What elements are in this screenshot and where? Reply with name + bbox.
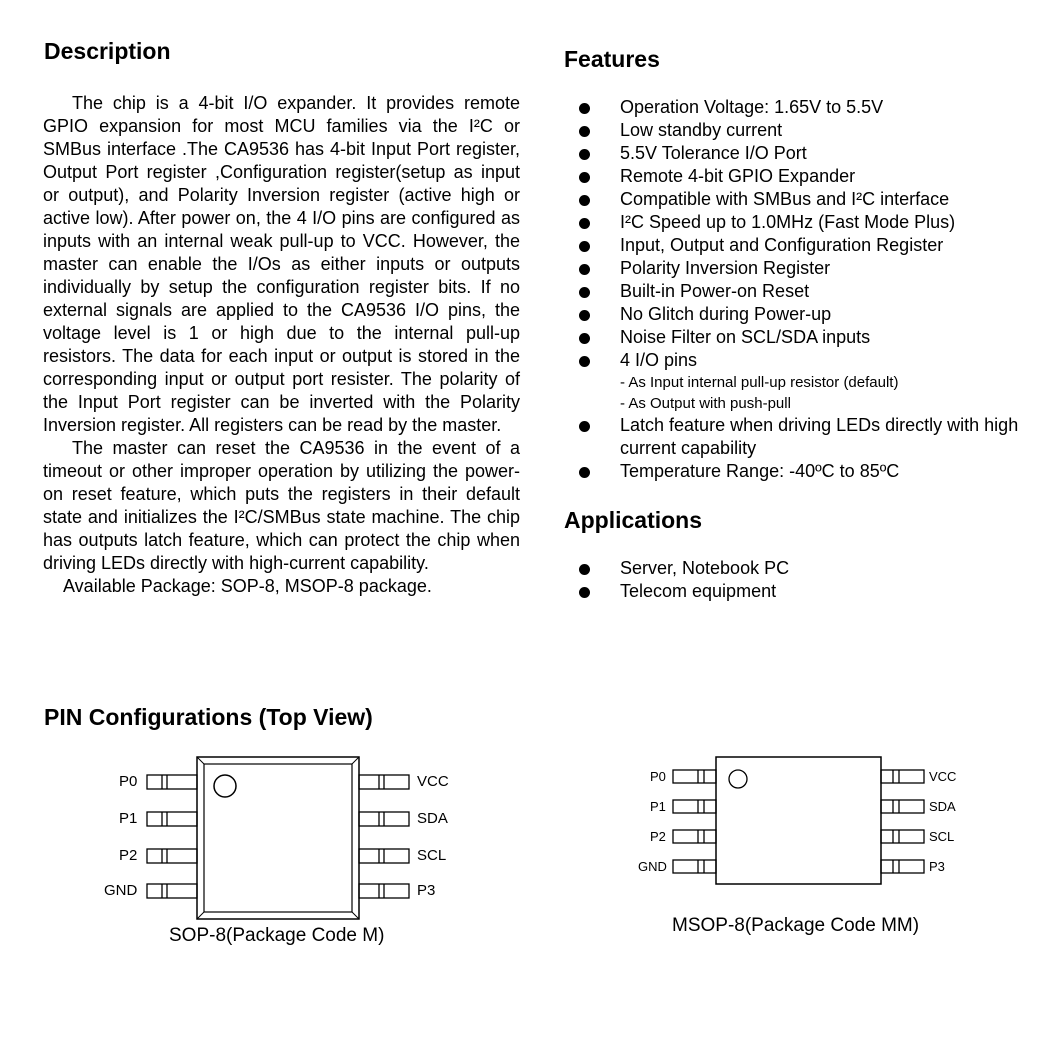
pin-label-vcc: VCC bbox=[929, 769, 957, 784]
available-package: Available Package: SOP-8, MSOP-8 package. bbox=[63, 576, 432, 596]
list-item: Telecom equipment bbox=[574, 580, 1044, 603]
list-item: I²C Speed up to 1.0MHz (Fast Mode Plus) bbox=[574, 211, 1044, 234]
bullet-icon bbox=[579, 421, 590, 432]
pin-label-p2: P2 bbox=[119, 847, 138, 864]
pin-configurations-title: PIN Configurations (Top View) bbox=[44, 704, 373, 730]
pin-label-sda: SDA bbox=[929, 799, 956, 814]
sop8-package-diagram bbox=[100, 755, 460, 925]
pin-label-gnd: GND bbox=[638, 859, 667, 874]
list-item: Low standby current bbox=[574, 119, 1044, 142]
list-item: Latch feature when driving LEDs directly with high current capability bbox=[574, 414, 1044, 460]
pin-label-p2: P2 bbox=[650, 829, 666, 844]
description-title: Description bbox=[44, 38, 171, 64]
list-item: Built-in Power-on Reset bbox=[574, 280, 1044, 303]
bullet-icon bbox=[579, 103, 590, 114]
bullet-icon bbox=[579, 310, 590, 321]
bullet-icon bbox=[579, 333, 590, 344]
description-body bbox=[43, 92, 520, 598]
pin-label-p3: P3 bbox=[929, 859, 945, 874]
pin-label-gnd: GND bbox=[104, 882, 138, 899]
applications-title: Applications bbox=[564, 507, 703, 533]
bullet-icon bbox=[579, 467, 590, 478]
io-subitem: - As Input internal pull-up resistor (default) bbox=[620, 374, 899, 391]
pin-label-scl: SCL bbox=[417, 847, 447, 864]
features-title: Features bbox=[564, 46, 660, 72]
bullet-icon bbox=[579, 241, 590, 252]
applications-list bbox=[574, 557, 1044, 603]
msop8-package-diagram bbox=[630, 757, 990, 887]
sop8-outline-icon bbox=[100, 755, 460, 925]
pin-label-p1: P1 bbox=[119, 810, 138, 827]
pin-label-vcc: VCC bbox=[417, 773, 449, 790]
list-item: Remote 4-bit GPIO Expander bbox=[574, 165, 1044, 188]
bullet-icon bbox=[579, 126, 590, 137]
pin-label-p3: P3 bbox=[417, 882, 436, 899]
pin-label-p0: P0 bbox=[650, 769, 666, 784]
list-item: Compatible with SMBus and I²C interface bbox=[574, 188, 1044, 211]
io-subitem: - As Output with push-pull bbox=[620, 395, 791, 412]
bullet-icon bbox=[579, 195, 590, 206]
list-item: Input, Output and Configuration Register bbox=[574, 234, 1044, 257]
list-item: Polarity Inversion Register bbox=[574, 257, 1044, 280]
msop8-caption: MSOP-8(Package Code MM) bbox=[672, 915, 920, 936]
list-item: Operation Voltage: 1.65V to 5.5V bbox=[574, 96, 1044, 119]
bullet-icon bbox=[579, 287, 590, 298]
bullet-icon bbox=[579, 587, 590, 598]
pin-label-scl: SCL bbox=[929, 829, 955, 844]
bullet-icon bbox=[579, 172, 590, 183]
pin-label-p0: P0 bbox=[119, 773, 138, 790]
list-item: Noise Filter on SCL/SDA inputs bbox=[574, 326, 1044, 349]
list-item: 5.5V Tolerance I/O Port bbox=[574, 142, 1044, 165]
description-paragraph-2: The master can reset the CA9536 in the event of a timeout or other improper operation by utilizing the power-on reset feature, which puts the registers in their default state and initializes the I²C/SMBus state machine. The chip has outputs latch feature, which can protect the chip when driving LEDs directly with high-current capability. bbox=[43, 438, 520, 573]
bullet-icon bbox=[579, 564, 590, 575]
bullet-icon bbox=[579, 264, 590, 275]
list-item: 4 I/O pins - As Input internal pull-up resistor (default) - As Output with push-pull bbox=[574, 349, 1044, 414]
bullet-icon bbox=[579, 149, 590, 160]
pin-label-p1: P1 bbox=[650, 799, 666, 814]
bullet-icon bbox=[579, 218, 590, 229]
list-item: No Glitch during Power-up bbox=[574, 303, 1044, 326]
features-list bbox=[574, 96, 1044, 483]
sop8-caption: SOP-8(Package Code M) bbox=[169, 925, 385, 946]
description-paragraph-1: The chip is a 4-bit I/O expander. It provides remote GPIO expansion for most MCU families via the I²C or SMBus interface .The CA9536 has 4-bit Input Port register, Output Port register ,Configuration register(setup as input or output), and Polarity Inversion register (active high or active low). After power on, the 4 I/O pins are configured as inputs with an internal weak pull-up to VCC. However, the master can enable the I/Os as either inputs or outputs individually by setup the configuration register bits. If no external signals are applied to the CA9536 I/O pins, the voltage level is 1 or high due to the internal pull-up resistors. The data for each input or output is stored in the corresponding input or output port resister. The polarity of the Input Port register can be inverted with the Polarity Inversion register. All registers can be read by the master. bbox=[43, 93, 520, 435]
list-item: Temperature Range: -40ºC to 85ºC bbox=[574, 460, 1044, 483]
pin-label-sda: SDA bbox=[417, 810, 448, 827]
bullet-icon bbox=[579, 356, 590, 367]
list-item: Server, Notebook PC bbox=[574, 557, 1044, 580]
